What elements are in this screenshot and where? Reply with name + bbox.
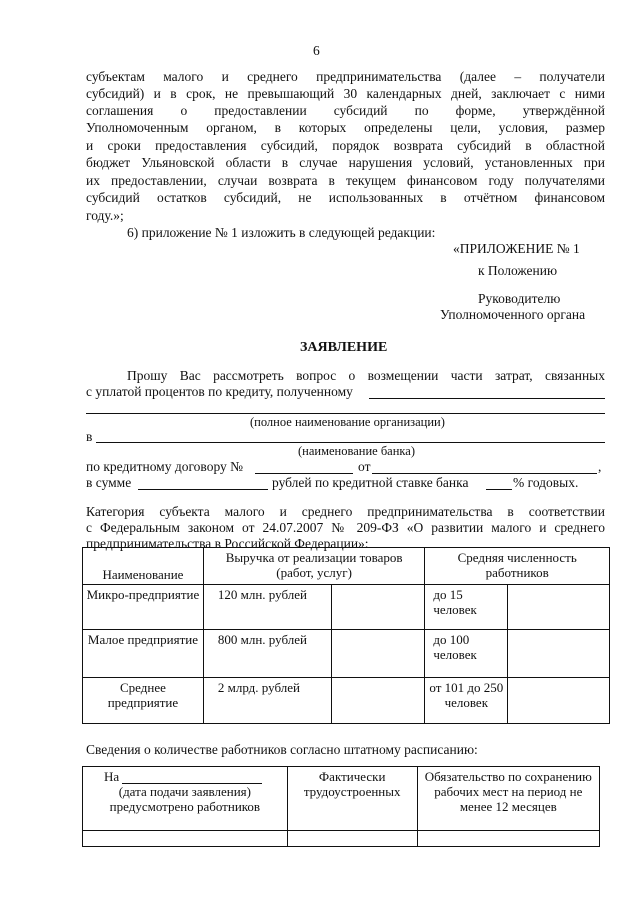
intro-line: субсидий) и в срок, не превышающий 30 календарных дней, заключает с ними	[86, 86, 605, 101]
intro-line: Уполномоченным органом, в которых определены цели, условия, размер	[86, 120, 605, 135]
date-on-label: На	[104, 769, 120, 784]
planned-staff-label: предусмотрено работников	[109, 799, 261, 814]
request-line-2: с уплатой процентов по кредиту, полученному	[86, 384, 353, 399]
enterprise-category-table	[82, 547, 610, 724]
intro-last-line: году.»;	[86, 208, 124, 223]
contract-from-label: от	[358, 459, 371, 474]
addressee-1: Руководителю	[478, 291, 561, 306]
row-revenue: 120 млн. рублей	[203, 585, 331, 630]
rate-line[interactable]	[486, 489, 512, 490]
appendix-to: к Положению	[478, 263, 558, 278]
appendix-title: «ПРИЛОЖЕНИЕ № 1	[453, 241, 580, 256]
intro-line: субсидий остатков субсидий, не использованных в отчётном финансовом	[86, 190, 605, 205]
intro-line: субъектам малого и среднего предпринимательства (далее – получатели	[86, 69, 605, 84]
category-line-3: предпринимательства в Российской Федерации»:	[86, 536, 369, 551]
empty-cell[interactable]	[83, 831, 288, 847]
empty-cell[interactable]	[417, 831, 599, 847]
job-retention-header: Обязательство по сохранению рабочих мест на период не менее 12 месяцев	[417, 767, 599, 831]
empty-cell[interactable]	[508, 678, 610, 724]
header-staff: Средняя численность работников	[425, 548, 610, 585]
empty-cell[interactable]	[287, 831, 417, 847]
table-row	[83, 678, 610, 724]
row-name: Среднее предприятие	[83, 678, 204, 724]
row-revenue: 2 млрд. рублей	[203, 678, 331, 724]
contract-label: по кредитному договору №	[86, 459, 244, 474]
statement-title: ЗАЯВЛЕНИЕ	[300, 340, 388, 355]
table-row	[83, 831, 600, 847]
empty-cell[interactable]	[508, 585, 610, 630]
contract-comma: ,	[598, 459, 602, 474]
intro-line: и сроки предоставления субсидий, порядок возврата субсидий в областной	[86, 138, 605, 153]
intro-line: бюджет Ульяновской области в случае нарушения условий, установленных при	[86, 155, 605, 170]
header-revenue: Выручка от реализации товаров (работ, услуг)	[203, 548, 424, 585]
percent-label: % годовых.	[513, 475, 579, 490]
category-line-1: Категория субъекта малого и среднего предпринимательства в соответствии	[86, 504, 605, 519]
empty-cell[interactable]	[508, 630, 610, 678]
addressee-2: Уполномоченного органа	[440, 307, 586, 322]
staff-table	[82, 766, 600, 847]
row-revenue: 800 млн. рублей	[203, 630, 331, 678]
bank-caption: (наименование банка)	[298, 444, 416, 458]
empty-cell[interactable]	[331, 678, 425, 724]
table-row	[83, 585, 610, 630]
sum-line[interactable]	[138, 489, 268, 490]
intro-line: их предоставлении, случаи возврата в текущем финансовом году получателями	[86, 173, 605, 188]
organization-caption: (полное наименование организации)	[250, 415, 445, 429]
rate-label: рублей по кредитной ставке банка	[272, 475, 469, 490]
intro-line: соглашения о предоставлении субсидий по форме, утверждённой	[86, 103, 605, 118]
row-staff: от 101 до 250 человек	[425, 678, 508, 724]
date-header-cell	[83, 767, 288, 831]
sum-label: в сумме	[86, 475, 132, 490]
header-name: Наименование	[83, 548, 204, 585]
category-line-2: с Федеральным законом от 24.07.2007 № 209-ФЗ «О развитии малого и среднего	[86, 520, 605, 535]
empty-cell[interactable]	[331, 585, 425, 630]
date-caption: (дата подачи заявления)	[118, 784, 251, 799]
empty-cell[interactable]	[331, 630, 425, 678]
credit-blank-line[interactable]	[369, 398, 605, 399]
item-6: 6) приложение № 1 изложить в следующей редакции:	[127, 225, 436, 240]
row-staff: до 100 человек	[425, 630, 508, 678]
in-label: в	[86, 429, 93, 444]
actual-employed-header: Фактически трудоустроенных	[287, 767, 417, 831]
row-name: Малое предприятие	[83, 630, 204, 678]
staff-info-title: Сведения о количестве работников согласно штатному расписанию:	[86, 742, 478, 757]
row-staff: до 15 человек	[425, 585, 508, 630]
table-row	[83, 630, 610, 678]
page-number: 6	[313, 43, 320, 58]
row-name: Микро-предприятие	[83, 585, 204, 630]
request-line-1: Прошу Вас рассмотреть вопрос о возмещении части затрат, связанных	[127, 368, 605, 383]
date-blank-line[interactable]	[122, 769, 262, 784]
